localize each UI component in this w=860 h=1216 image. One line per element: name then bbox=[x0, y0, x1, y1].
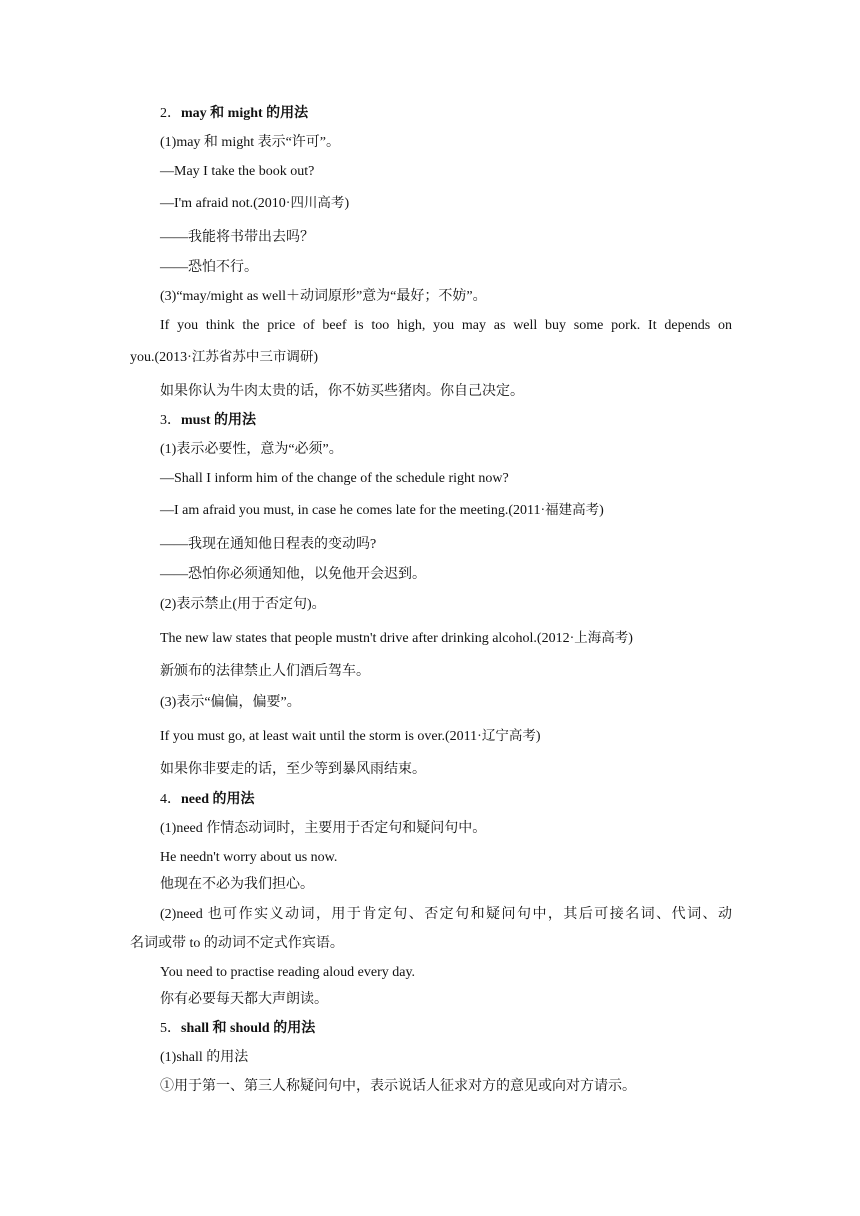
example-prohibition: The new law states that people mustn't drive after drinking alcohol.(2012·上海高考) bbox=[160, 630, 633, 646]
rule-insistence: (3)表示“偏偏，偏要”。 bbox=[160, 695, 301, 710]
example-answer: —I am afraid you must, in case he comes late for the meeting.(2011·福建高考) bbox=[160, 502, 604, 518]
rule-verb-need-line2: 名词或带 to 的动词不定式作宾语。 bbox=[130, 936, 344, 951]
translation-question: ——我现在通知他日程表的变动吗? bbox=[160, 537, 377, 552]
exam-source: 辽宁高考 bbox=[481, 728, 536, 744]
translation-verb-need: 你有必要每天都大声朗读。 bbox=[160, 992, 328, 1007]
example-question: —May I take the book out? bbox=[160, 164, 315, 179]
translation-insistence: 如果你非要走的话，至少等到暴风雨结束。 bbox=[160, 762, 426, 777]
translation-prohibition: 新颁布的法律禁止人们酒后驾车。 bbox=[160, 664, 370, 679]
translation-answer: ——恐怕你必须通知他，以免他开会迟到。 bbox=[160, 567, 426, 582]
subheading-shall: (1)shall 的用法 bbox=[160, 1050, 249, 1065]
example-verb-need: You need to practise reading aloud every day. bbox=[160, 965, 416, 980]
exam-source: 上海高考 bbox=[574, 630, 629, 646]
rule-prohibition: (2)表示禁止(用于否定句)。 bbox=[160, 597, 326, 612]
example-modal-need: He needn't worry about us now. bbox=[160, 850, 338, 865]
translation-modal-need: 他现在不必为我们担心。 bbox=[160, 877, 314, 892]
translation-may-as-well: 如果你认为牛肉太贵的话，你不妨买些猪肉。你自己决定。 bbox=[160, 384, 524, 399]
section-heading-need: 4．need 的用法 bbox=[160, 792, 255, 807]
rule-necessity: (1)表示必要性，意为“必须”。 bbox=[160, 442, 343, 457]
translation-question: ——我能将书带出去吗？ bbox=[160, 230, 314, 245]
rule-may-as-well: (3)“may/might as well＋动词原形”意为“最好；不妨”。 bbox=[160, 289, 487, 304]
translation-answer: ——恐怕不行。 bbox=[160, 260, 258, 275]
example-insistence: If you must go, at least wait until the storm is over.(2011·辽宁高考) bbox=[160, 728, 541, 744]
rule-shall-question: ①用于第一、第三人称疑问句中，表示说话人征求对方的意见或向对方请示。 bbox=[160, 1079, 636, 1094]
rule-verb-need-line1: (2)need 也可作实义动词，用于肯定句、否定句和疑问句中，其后可接名词、代词、动 bbox=[160, 907, 732, 922]
exam-source: 四川高考 bbox=[290, 195, 345, 211]
example-question: —Shall I inform him of the change of the schedule right now? bbox=[160, 471, 509, 486]
section-heading-must: 3．must 的用法 bbox=[160, 413, 257, 428]
exam-source: 福建高考 bbox=[545, 502, 600, 518]
example-may-as-well-line1: If you think the price of beef is too high, you may as well buy some pork. It depends on bbox=[160, 318, 732, 333]
section-heading-may-might: 2．may 和 might 的用法 bbox=[160, 106, 309, 121]
example-may-as-well-line2: you.(2013·江苏省苏中三市调研) bbox=[130, 349, 318, 365]
example-answer: —I'm afraid not.(2010·四川高考) bbox=[160, 195, 350, 211]
rule-permission: (1)may 和 might 表示“许可”。 bbox=[160, 135, 341, 150]
section-heading-shall-should: 5．shall 和 should 的用法 bbox=[160, 1021, 316, 1036]
exam-source: 江苏省苏中三市调研 bbox=[191, 349, 314, 365]
rule-modal-need: (1)need 作情态动词时，主要用于否定句和疑问句中。 bbox=[160, 821, 487, 836]
